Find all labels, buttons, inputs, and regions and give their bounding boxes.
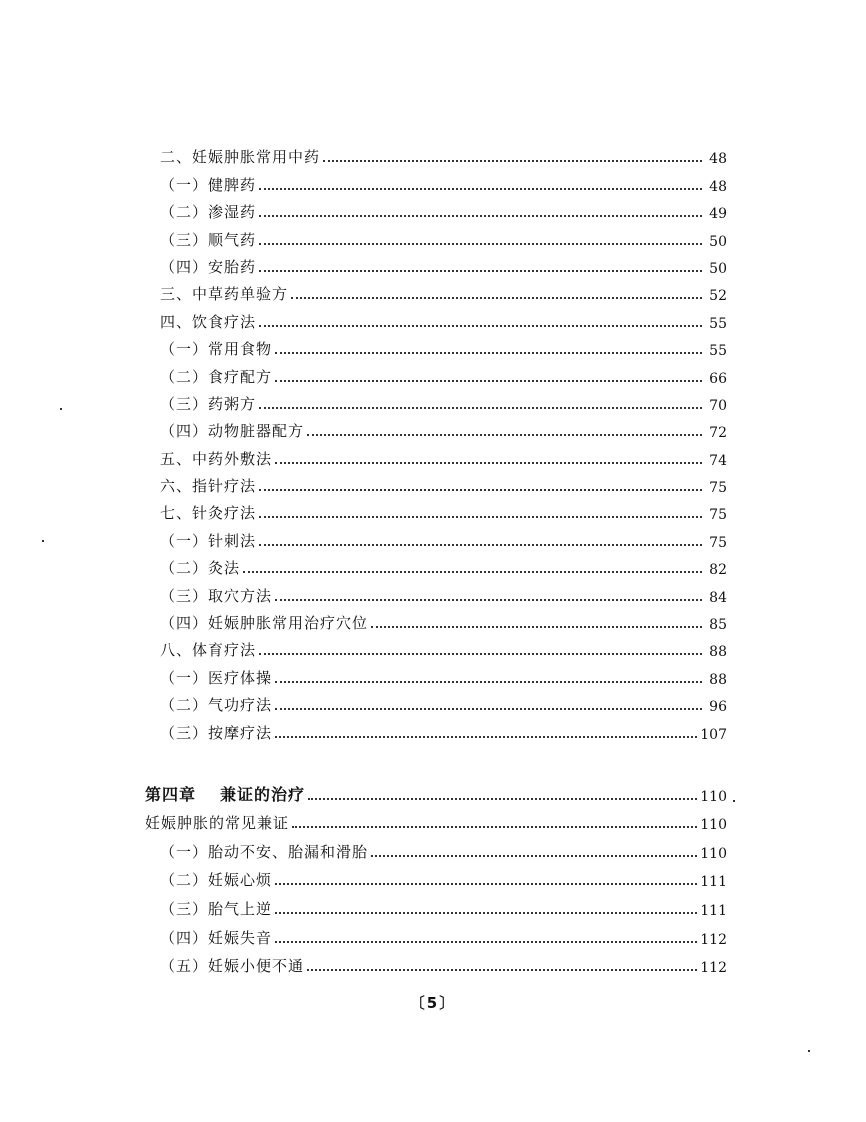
chapter-title: 兼证的治疗	[220, 784, 306, 804]
dot-leader	[275, 912, 697, 914]
toc-entry-page: 88	[709, 644, 727, 661]
toc-entry-label: （一）常用食物	[160, 340, 273, 359]
toc-entry-label: （四）妊娠肿胀常用治疗穴位	[160, 614, 369, 633]
toc-entry-label: （三）药粥方	[160, 394, 257, 413]
dot-leader	[259, 516, 702, 518]
dot-leader	[275, 599, 702, 601]
dot-leader	[291, 297, 702, 299]
toc-entry-page: 107	[700, 726, 727, 743]
toc-entry-label: （一）针刺法	[160, 531, 257, 550]
dot-leader	[259, 215, 702, 217]
toc-entry[interactable]	[145, 919, 727, 948]
dot-leader	[275, 736, 697, 738]
toc-entry[interactable]	[145, 222, 727, 249]
toc-entry-label: （一）健脾药	[160, 175, 257, 194]
toc-entry-label: （一）胎动不安、胎漏和滑胎	[160, 842, 369, 861]
toc-entry-label: （三）取穴方法	[160, 586, 273, 605]
toc-entry-label: （一）医疗体操	[160, 668, 273, 687]
toc-entry[interactable]	[145, 578, 727, 605]
toc-entry-page: 50	[709, 233, 727, 250]
toc-entry-label: （四）安胎药	[160, 257, 257, 276]
toc-entry[interactable]	[145, 633, 727, 660]
toc-entry-page: 88	[709, 671, 727, 688]
toc-entry-page: 111	[700, 874, 727, 891]
toc-entry[interactable]	[145, 606, 727, 633]
chapter-page: 110	[700, 788, 727, 805]
toc-entry[interactable]	[145, 496, 727, 523]
scan-speck	[808, 1050, 810, 1052]
toc-entry-label: （二）灸法	[160, 559, 241, 578]
toc-entry[interactable]	[145, 195, 727, 222]
toc-entry-label: 三、中草药单验方	[160, 285, 289, 304]
dot-leader	[259, 407, 702, 409]
toc-entry-page: 110	[700, 817, 727, 834]
toc-entry-label: 八、体育疗法	[160, 641, 257, 660]
dot-leader	[243, 571, 702, 573]
toc-entry-page: 74	[709, 452, 727, 469]
toc-entry[interactable]	[145, 833, 727, 862]
chapter-number: 第四章	[145, 784, 197, 804]
toc-entry-page: 48	[709, 151, 727, 168]
dot-leader	[275, 941, 697, 943]
toc-entry-label: （二）食疗配方	[160, 367, 273, 386]
toc-entry-page: 48	[709, 178, 727, 195]
toc-entry-page: 55	[709, 315, 727, 332]
toc-entry[interactable]	[145, 805, 727, 834]
toc-section-b	[145, 776, 727, 976]
toc-entry-label: （二）渗湿药	[160, 203, 257, 222]
dot-leader	[259, 544, 702, 546]
toc-entry-label: 五、中药外敷法	[160, 449, 273, 468]
dot-leader	[259, 270, 702, 272]
dot-leader	[259, 188, 702, 190]
toc-entry-page: 66	[709, 370, 727, 387]
toc-entry[interactable]	[145, 688, 727, 715]
toc-entry-page: 75	[709, 507, 727, 524]
toc-entry[interactable]	[145, 948, 727, 977]
toc-entry-page: 75	[709, 534, 727, 551]
toc-entry-page: 70	[709, 397, 727, 414]
toc-entry-label: （三）顺气药	[160, 230, 257, 249]
toc-entry-page: 96	[709, 699, 727, 716]
toc-entry-label: （三）按摩疗法	[160, 723, 273, 742]
toc-entry[interactable]	[145, 551, 727, 578]
toc-entry[interactable]	[145, 167, 727, 194]
toc-entry[interactable]	[145, 332, 727, 359]
toc-entry[interactable]	[145, 660, 727, 687]
toc-entry-page: 82	[709, 562, 727, 579]
chapter-heading[interactable]	[145, 776, 727, 805]
dot-leader	[275, 462, 702, 464]
toc-entry[interactable]	[145, 890, 727, 919]
toc-entry-page: 84	[709, 589, 727, 606]
dot-leader	[323, 160, 702, 162]
dot-leader	[371, 626, 702, 628]
dot-leader	[275, 380, 702, 382]
toc-entry-label: 二、妊娠肿胀常用中药	[160, 148, 321, 167]
toc-entry[interactable]	[145, 304, 727, 331]
toc-entry-page: 111	[700, 902, 727, 919]
toc-entry-label: 四、饮食疗法	[160, 312, 257, 331]
toc-entry-label: 六、指针疗法	[160, 477, 257, 496]
toc-entry-page: 50	[709, 260, 727, 277]
dot-leader	[307, 434, 702, 436]
toc-entry-label: 七、针灸疗法	[160, 504, 257, 523]
scan-speck	[60, 408, 62, 410]
scan-speck	[42, 540, 44, 542]
toc-entry-page: 75	[709, 480, 727, 497]
toc-entry[interactable]	[145, 250, 727, 277]
toc-entry-page: 49	[709, 206, 727, 223]
toc-entry-page: 55	[709, 343, 727, 360]
dot-leader	[259, 653, 702, 655]
dot-leader	[307, 969, 697, 971]
toc-entry[interactable]	[145, 414, 727, 441]
toc-entry[interactable]	[145, 523, 727, 550]
toc-entry-page: 112	[700, 931, 727, 948]
toc-entry-label: （四）动物脏器配方	[160, 422, 305, 441]
toc-entry-page: 72	[709, 425, 727, 442]
dot-leader	[275, 708, 702, 710]
dot-leader	[371, 855, 697, 857]
toc-entry-label: （四）妊娠失音	[160, 928, 273, 947]
toc-entry[interactable]	[145, 359, 727, 386]
toc-entry[interactable]	[145, 387, 727, 414]
toc-entry-page: 85	[709, 617, 727, 634]
toc-entry-page: 52	[709, 288, 727, 305]
toc-section-a	[145, 140, 727, 743]
toc-entry-label: （五）妊娠小便不通	[160, 957, 305, 976]
toc-entry[interactable]	[145, 140, 727, 167]
toc-entry-label: （三）胎气上逆	[160, 899, 273, 918]
dot-leader	[275, 681, 702, 683]
toc-entry-page: 112	[700, 960, 727, 977]
toc-entry[interactable]	[145, 441, 727, 468]
toc-entry-page: 110	[700, 845, 727, 862]
dot-leader	[292, 826, 697, 828]
toc-entry-label: （二）妊娠心烦	[160, 871, 273, 890]
toc-entry[interactable]	[145, 277, 727, 304]
toc-entry-label: 妊娠肿胀的常见兼证	[145, 814, 290, 833]
toc-entry[interactable]	[145, 862, 727, 891]
dot-leader	[259, 243, 702, 245]
dot-leader	[259, 325, 702, 327]
page-number: 〔5〕	[409, 994, 457, 1012]
dot-leader	[259, 489, 702, 491]
toc-entry[interactable]	[145, 469, 727, 496]
dot-leader	[275, 883, 697, 885]
toc-entry-label: （二）气功疗法	[160, 696, 273, 715]
dot-leader	[275, 352, 702, 354]
toc-entry[interactable]	[145, 715, 727, 742]
scan-speck	[733, 800, 735, 802]
dot-leader	[308, 798, 697, 800]
